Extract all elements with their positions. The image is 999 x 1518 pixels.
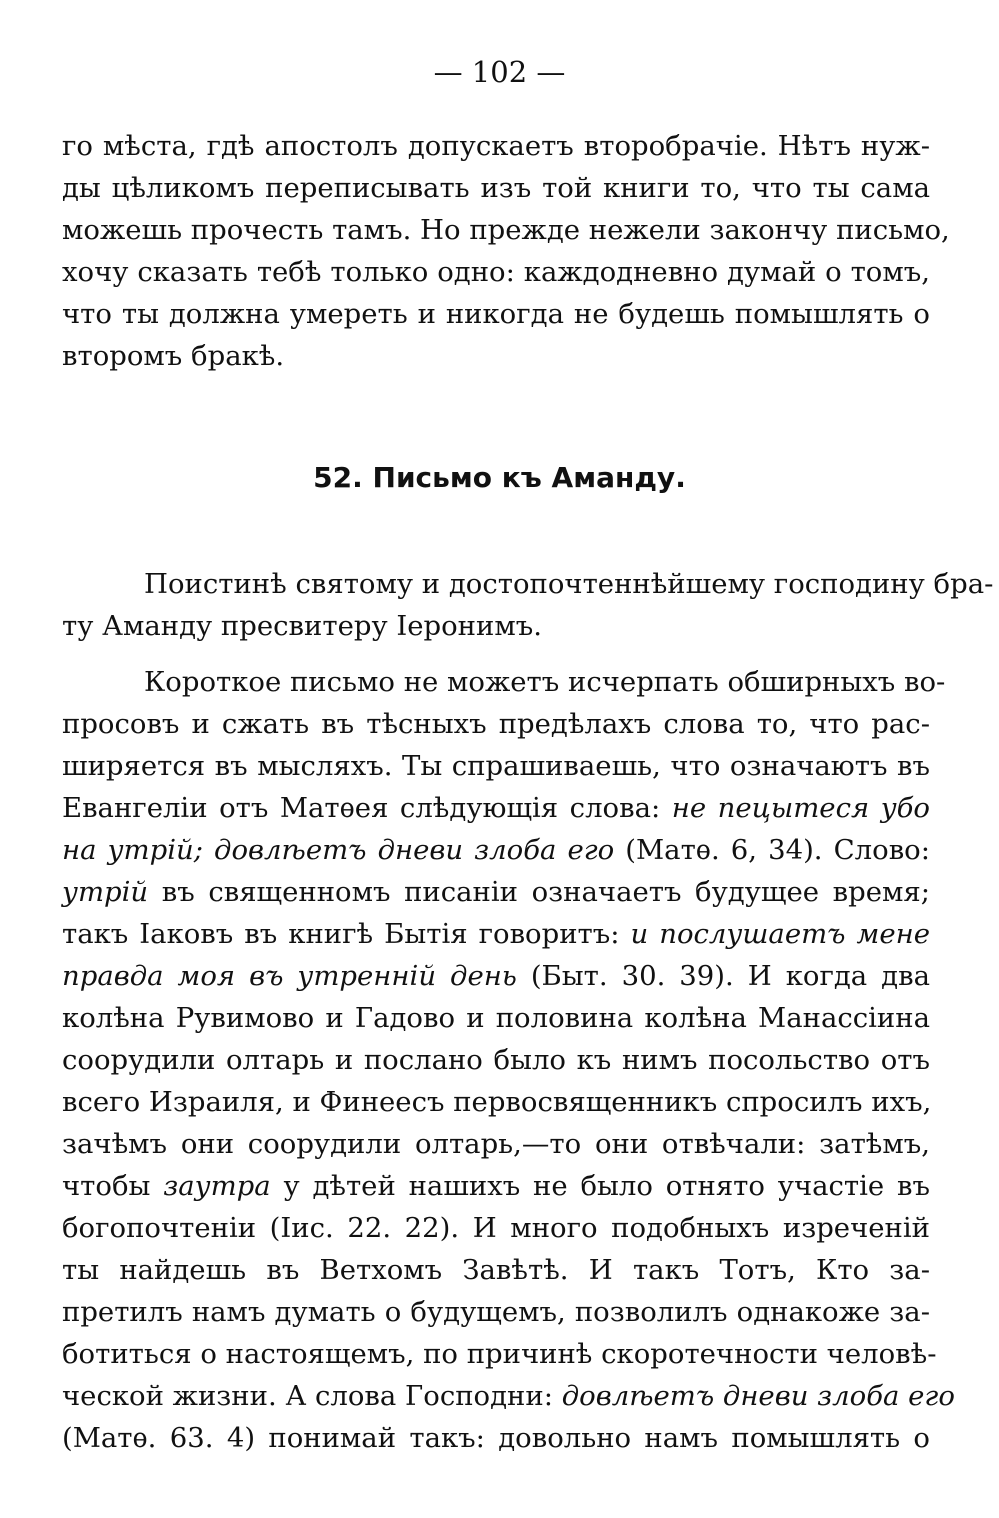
text-line: второмъ бракѣ.	[62, 340, 285, 372]
text-segment: соорудили олтарь и послано было къ нимъ посольство отъ	[62, 1044, 930, 1076]
address-paragraph	[62, 563, 994, 647]
text-line: Поистинѣ святому и достопочтеннѣйшему господину бра-	[144, 568, 994, 600]
section-heading: 52. Письмо къ Аманду.	[313, 461, 686, 494]
text-segment: Евангеліи отъ Матѳея слѣдующія слова:	[62, 792, 672, 824]
text-line	[62, 745, 930, 787]
text-line	[62, 997, 930, 1039]
text-line	[62, 871, 930, 913]
text-segment: (Быт. 30. 39). И когда два	[516, 960, 930, 992]
italic-quote: довлѣетъ дневи злоба его	[561, 1380, 955, 1412]
text-line	[62, 955, 930, 997]
text-line	[62, 913, 930, 955]
body-paragraph	[62, 661, 955, 1459]
italic-quote: не пецытеся убо	[671, 792, 930, 824]
text-segment: всего Израиля, и Финеесъ первосвященникъ спросилъ ихъ,	[62, 1086, 932, 1118]
intro-paragraph	[62, 125, 950, 377]
text-line	[62, 661, 946, 703]
text-line	[62, 1375, 955, 1417]
text-line	[62, 1123, 930, 1165]
page-number: — 102 —	[433, 55, 566, 89]
text-line: ды цѣликомъ переписывать изъ той книги то, что ты сама	[62, 172, 930, 204]
text-segment: ческой жизни. А слова Господни:	[62, 1380, 562, 1412]
text-segment: (Матѳ. 6, 34). Слово:	[614, 834, 930, 866]
text-line	[62, 1165, 930, 1207]
text-segment: ботиться о настоящемъ, по причинѣ скоротечности человѣ-	[62, 1338, 937, 1370]
text-segment: зачѣмъ они соорудили олтарь,—то они отвѣчали: затѣмъ,	[62, 1128, 930, 1160]
text-segment: ты найдешь въ Ветхомъ Завѣтѣ. И такъ Тотъ, Кто за-	[62, 1254, 930, 1286]
text-line	[62, 829, 930, 871]
text-line	[62, 703, 930, 745]
italic-quote: на утрій; довлѣетъ дневи злоба его	[62, 834, 615, 866]
text-segment: ширяется въ мысляхъ. Ты спрашиваешь, что означаютъ въ	[62, 750, 930, 782]
text-segment: просовъ и сжать въ тѣсныхъ предѣлахъ слова то, что рас-	[62, 708, 930, 740]
text-segment: Короткое письмо не можетъ исчерпать обширныхъ во-	[144, 666, 946, 698]
text-segment: чтобы	[62, 1170, 164, 1202]
text-line	[62, 1249, 930, 1291]
text-line	[62, 787, 930, 829]
text-line: можешь прочесть тамъ. Но прежде нежели закончу письмо,	[62, 214, 950, 246]
text-line	[62, 1333, 937, 1375]
text-segment: колѣна Рувимово и Гадово и половина колѣна Манассіина	[62, 1002, 930, 1034]
text-line	[62, 1207, 930, 1249]
italic-quote: утрій	[62, 876, 149, 908]
text-segment: въ священномъ писаніи означаетъ будущее время;	[148, 876, 930, 908]
text-line	[62, 1039, 930, 1081]
text-line: хочу сказать тебѣ только одно: каждодневно думай о томъ,	[62, 256, 930, 288]
text-line	[62, 1081, 930, 1123]
text-segment: богопочтеніи (Іис. 22. 22). И много подобныхъ изреченій	[62, 1212, 930, 1244]
italic-quote: заутра	[163, 1170, 271, 1202]
italic-quote: правда моя въ утренній день	[62, 960, 517, 992]
italic-quote: и послушаетъ мене	[630, 918, 930, 950]
text-line	[62, 1291, 930, 1333]
text-line	[62, 1417, 930, 1459]
text-segment: (Матѳ. 63. 4) понимай такъ: довольно намъ помышлять о	[62, 1422, 930, 1454]
text-segment: у дѣтей нашихъ не было отнято участіе въ	[270, 1170, 931, 1202]
text-segment: такъ Іаковъ въ книгѣ Бытія говоритъ:	[62, 918, 631, 950]
text-segment: претилъ намъ думать о будущемъ, позволилъ однакоже за-	[62, 1296, 930, 1328]
text-line: ту Аманду пресвитеру Іеронимъ.	[62, 610, 542, 642]
text-line: что ты должна умереть и никогда не будешь помышлять о	[62, 298, 930, 330]
text-line: го мѣста, гдѣ апостолъ допускаетъ второбрачіе. Нѣтъ нуж-	[62, 130, 930, 162]
